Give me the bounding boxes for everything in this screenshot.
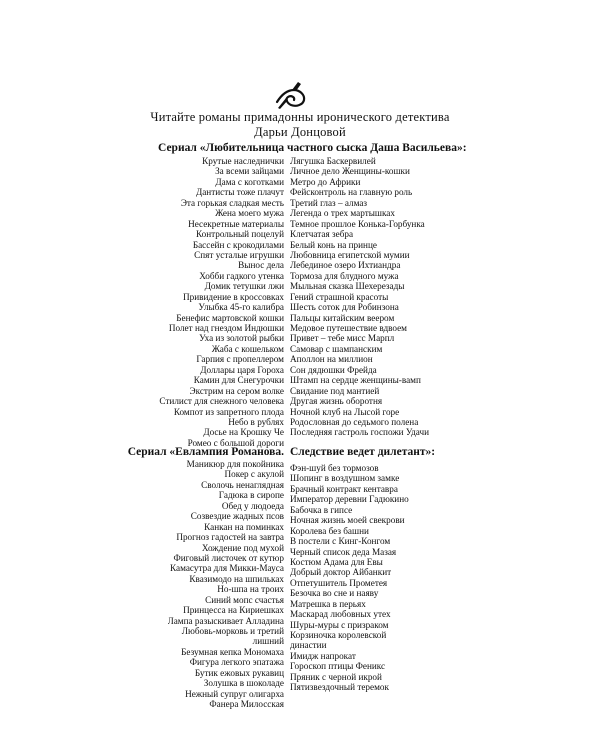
book-title: Дантисты тоже плачут xyxy=(195,187,284,198)
book-title: Личное дело Женщины-кошки xyxy=(290,166,410,177)
book-title: Уха из золотой рыбки xyxy=(199,333,284,344)
book-title: Добрый доктор Айбанкит xyxy=(290,567,392,578)
book-title: Шопинг в воздушном замке xyxy=(290,473,400,484)
book-title: Домик тетушки лжи xyxy=(204,281,284,292)
series-title-evlampia: Сериал «Евлампия Романова. xyxy=(127,446,284,458)
book-title: Улыбка 45-го калибра xyxy=(198,302,284,313)
book-title: Канкан на поминках xyxy=(204,521,284,532)
publisher-logo-icon xyxy=(274,80,308,110)
book-title: Тормоза для блудного мужа xyxy=(290,270,399,281)
book-title: Фигура легкого эпатажа xyxy=(189,657,284,668)
book-title: Ромео с большой дороги xyxy=(187,437,284,448)
book-title: Небо в рублях xyxy=(228,416,284,427)
book-title: Камин для Снегурочки xyxy=(193,375,284,386)
book-title: Королева без башни xyxy=(290,525,369,536)
book-title: Лебединое озеро Ихтиандра xyxy=(290,260,401,271)
book-title: Обед у людоеда xyxy=(221,500,284,511)
book-title: Компот из запретного плода xyxy=(173,406,284,417)
book-title: За всеми зайцами xyxy=(215,166,284,177)
book-title: Бассейн с крокодилами xyxy=(192,239,284,250)
book-title: Темное прошлое Конька-Горбунка xyxy=(290,218,425,229)
book-title: Костюм Адама для Евы xyxy=(290,556,383,567)
book-title: Фэн-шуй без тормозов xyxy=(290,463,379,473)
book-title: Безочка во сне и наяву xyxy=(290,588,379,599)
book-title: Шуры-муры с призраком xyxy=(290,619,389,630)
book-title: Синий мопс счастья xyxy=(205,594,284,605)
series1-right-column xyxy=(290,156,429,438)
book-title: Хобби гадкого утенка xyxy=(199,270,284,281)
book-title: Гороскоп птицы Феникс xyxy=(290,661,386,672)
book-title: Другая жизнь оборотня xyxy=(290,396,383,407)
book-title: Жена моего мужа xyxy=(215,208,284,219)
book-title: Клетчатая зебра xyxy=(290,229,354,240)
book-title: Несекретные материалы xyxy=(188,218,284,229)
series2-left-column xyxy=(168,459,285,710)
book-title: Свидание под мантией xyxy=(290,385,380,396)
book-title: Матрешка в перьях xyxy=(290,598,366,609)
series1-left-column xyxy=(159,156,284,448)
book-title: Шесть соток для Робинзона xyxy=(290,302,399,313)
book-title: Фиговый листочек от кутюр xyxy=(173,552,284,563)
book-title: Лампа разыскивает Алладина xyxy=(167,615,284,626)
book-title: Жаба с кошельком xyxy=(211,343,284,354)
book-title: Доллары царя Гороха xyxy=(200,364,284,375)
book-title: Мыльная сказка Шехерезады xyxy=(290,281,405,292)
book-title: В постели с Кинг-Конгом xyxy=(290,536,391,547)
book-title: династии xyxy=(290,640,327,651)
book-title: Самовар с шампанским xyxy=(290,343,383,354)
book-title: Лягушка Баскервилей xyxy=(290,156,376,166)
book-title: Штамп на сердце женщины-вамп xyxy=(290,375,421,386)
book-title: Ночной клуб на Лысой горе xyxy=(290,406,400,417)
book-title: Досье на Крошку Че xyxy=(203,427,284,438)
book-title: Но-шпа на троих xyxy=(217,584,284,595)
book-title: Бабочка в гипсе xyxy=(290,504,353,515)
book-title: Имидж напрокат xyxy=(290,650,356,661)
book-title: Гений страшной красоты xyxy=(290,291,389,302)
book-title: Сволочь ненаглядная xyxy=(201,479,284,490)
book-title: Созвездие жадных псов xyxy=(190,511,284,522)
book-title: Аполлон на миллион xyxy=(290,354,373,365)
book-title: Сон дядюшки Фрейда xyxy=(290,364,377,375)
series-subtitle-evlampia: Следствие ведет дилетант»: xyxy=(290,446,436,458)
book-title: Император деревни Гадюкино xyxy=(290,494,409,505)
book-title: Покер с акулой xyxy=(224,469,284,480)
book-title: Любовь-морковь и третий xyxy=(181,626,284,636)
series2-right-column xyxy=(290,463,409,693)
book-title: Маскарад любовных утех xyxy=(290,609,391,620)
book-title: Спят усталые игрушки xyxy=(194,249,284,260)
book-title: Медовое путешествие вдвоем xyxy=(290,323,407,333)
book-title: Бутик ежовых рукавиц xyxy=(194,667,284,678)
book-title: Отпетушитель Прометея xyxy=(290,577,388,588)
book-title: Фанера Милосская xyxy=(209,699,284,710)
book-title: Маникюр для покойника xyxy=(186,459,284,469)
book-title: Полет над гнездом Индюшки xyxy=(168,323,284,333)
book-title: Любовница египетской мумии xyxy=(290,249,410,260)
book-title: Брачный контракт кентавра xyxy=(290,483,398,494)
book-title: Экстрим на сером волке xyxy=(189,385,284,396)
book-title: Пятизвездочный теремок xyxy=(290,682,389,693)
book-title: Стилист для снежного человека xyxy=(159,396,284,407)
book-title: лишний xyxy=(252,636,284,647)
book-title: Эта горькая сладкая месть xyxy=(180,197,284,208)
book-title: Привет – тебе мисс Марпл xyxy=(290,333,395,344)
author-name: Дарьи Донцовой xyxy=(254,125,346,139)
book-title: Безумная кепка Мономаха xyxy=(181,646,284,657)
book-title: Корзиночка королевской xyxy=(290,630,387,640)
book-title: Последняя гастроль госпожи Удачи xyxy=(290,427,430,438)
book-title: Квазимодо на шпильках xyxy=(189,573,284,584)
book-title: Гарпия с пропеллером xyxy=(196,354,284,365)
book-title: Хождение под мухой xyxy=(201,542,284,553)
book-title: Дама с коготками xyxy=(215,176,284,187)
book-title: Золушка в шоколаде xyxy=(203,678,284,689)
book-title: Легенда о трех мартышках xyxy=(290,208,395,219)
book-title: Прогноз гадостей на завтра xyxy=(176,532,284,543)
book-title: Пряник с черной икрой xyxy=(290,671,382,682)
book-title: Фейсконтроль на главную роль xyxy=(290,187,413,198)
book-title: Родословная до седьмого полена xyxy=(290,416,419,427)
book-title: Бенефис мартовской кошки xyxy=(176,312,284,323)
book-title: Черный список деда Мазая xyxy=(290,546,397,557)
book-title: Нежный супруг олигарха xyxy=(185,688,284,699)
book-title: Пальцы китайским веером xyxy=(290,312,395,323)
book-title: Ночная жизнь моей свекрови xyxy=(290,515,405,526)
book-title: Камасутра для Микки-Мауса xyxy=(170,563,284,574)
book-title: Гадюка в сиропе xyxy=(218,490,284,501)
book-title: Привидение в кроссовках xyxy=(183,291,284,302)
intro-line: Читайте романы примадонны иронического детектива xyxy=(150,110,450,124)
book-title: Крутые наследнички xyxy=(202,156,284,166)
book-title: Контрольный поцелуй xyxy=(195,229,284,240)
book-title: Принцесса на Кириешках xyxy=(183,605,284,616)
series-title-dasha: Сериал «Любительница частного сыска Даша Васильева»: xyxy=(158,142,467,154)
book-title: Вынос дела xyxy=(238,260,284,271)
book-title: Метро до Африки xyxy=(290,176,361,187)
book-title: Белый конь на принце xyxy=(290,239,377,250)
book-title: Третий глаз – алмаз xyxy=(290,197,368,208)
